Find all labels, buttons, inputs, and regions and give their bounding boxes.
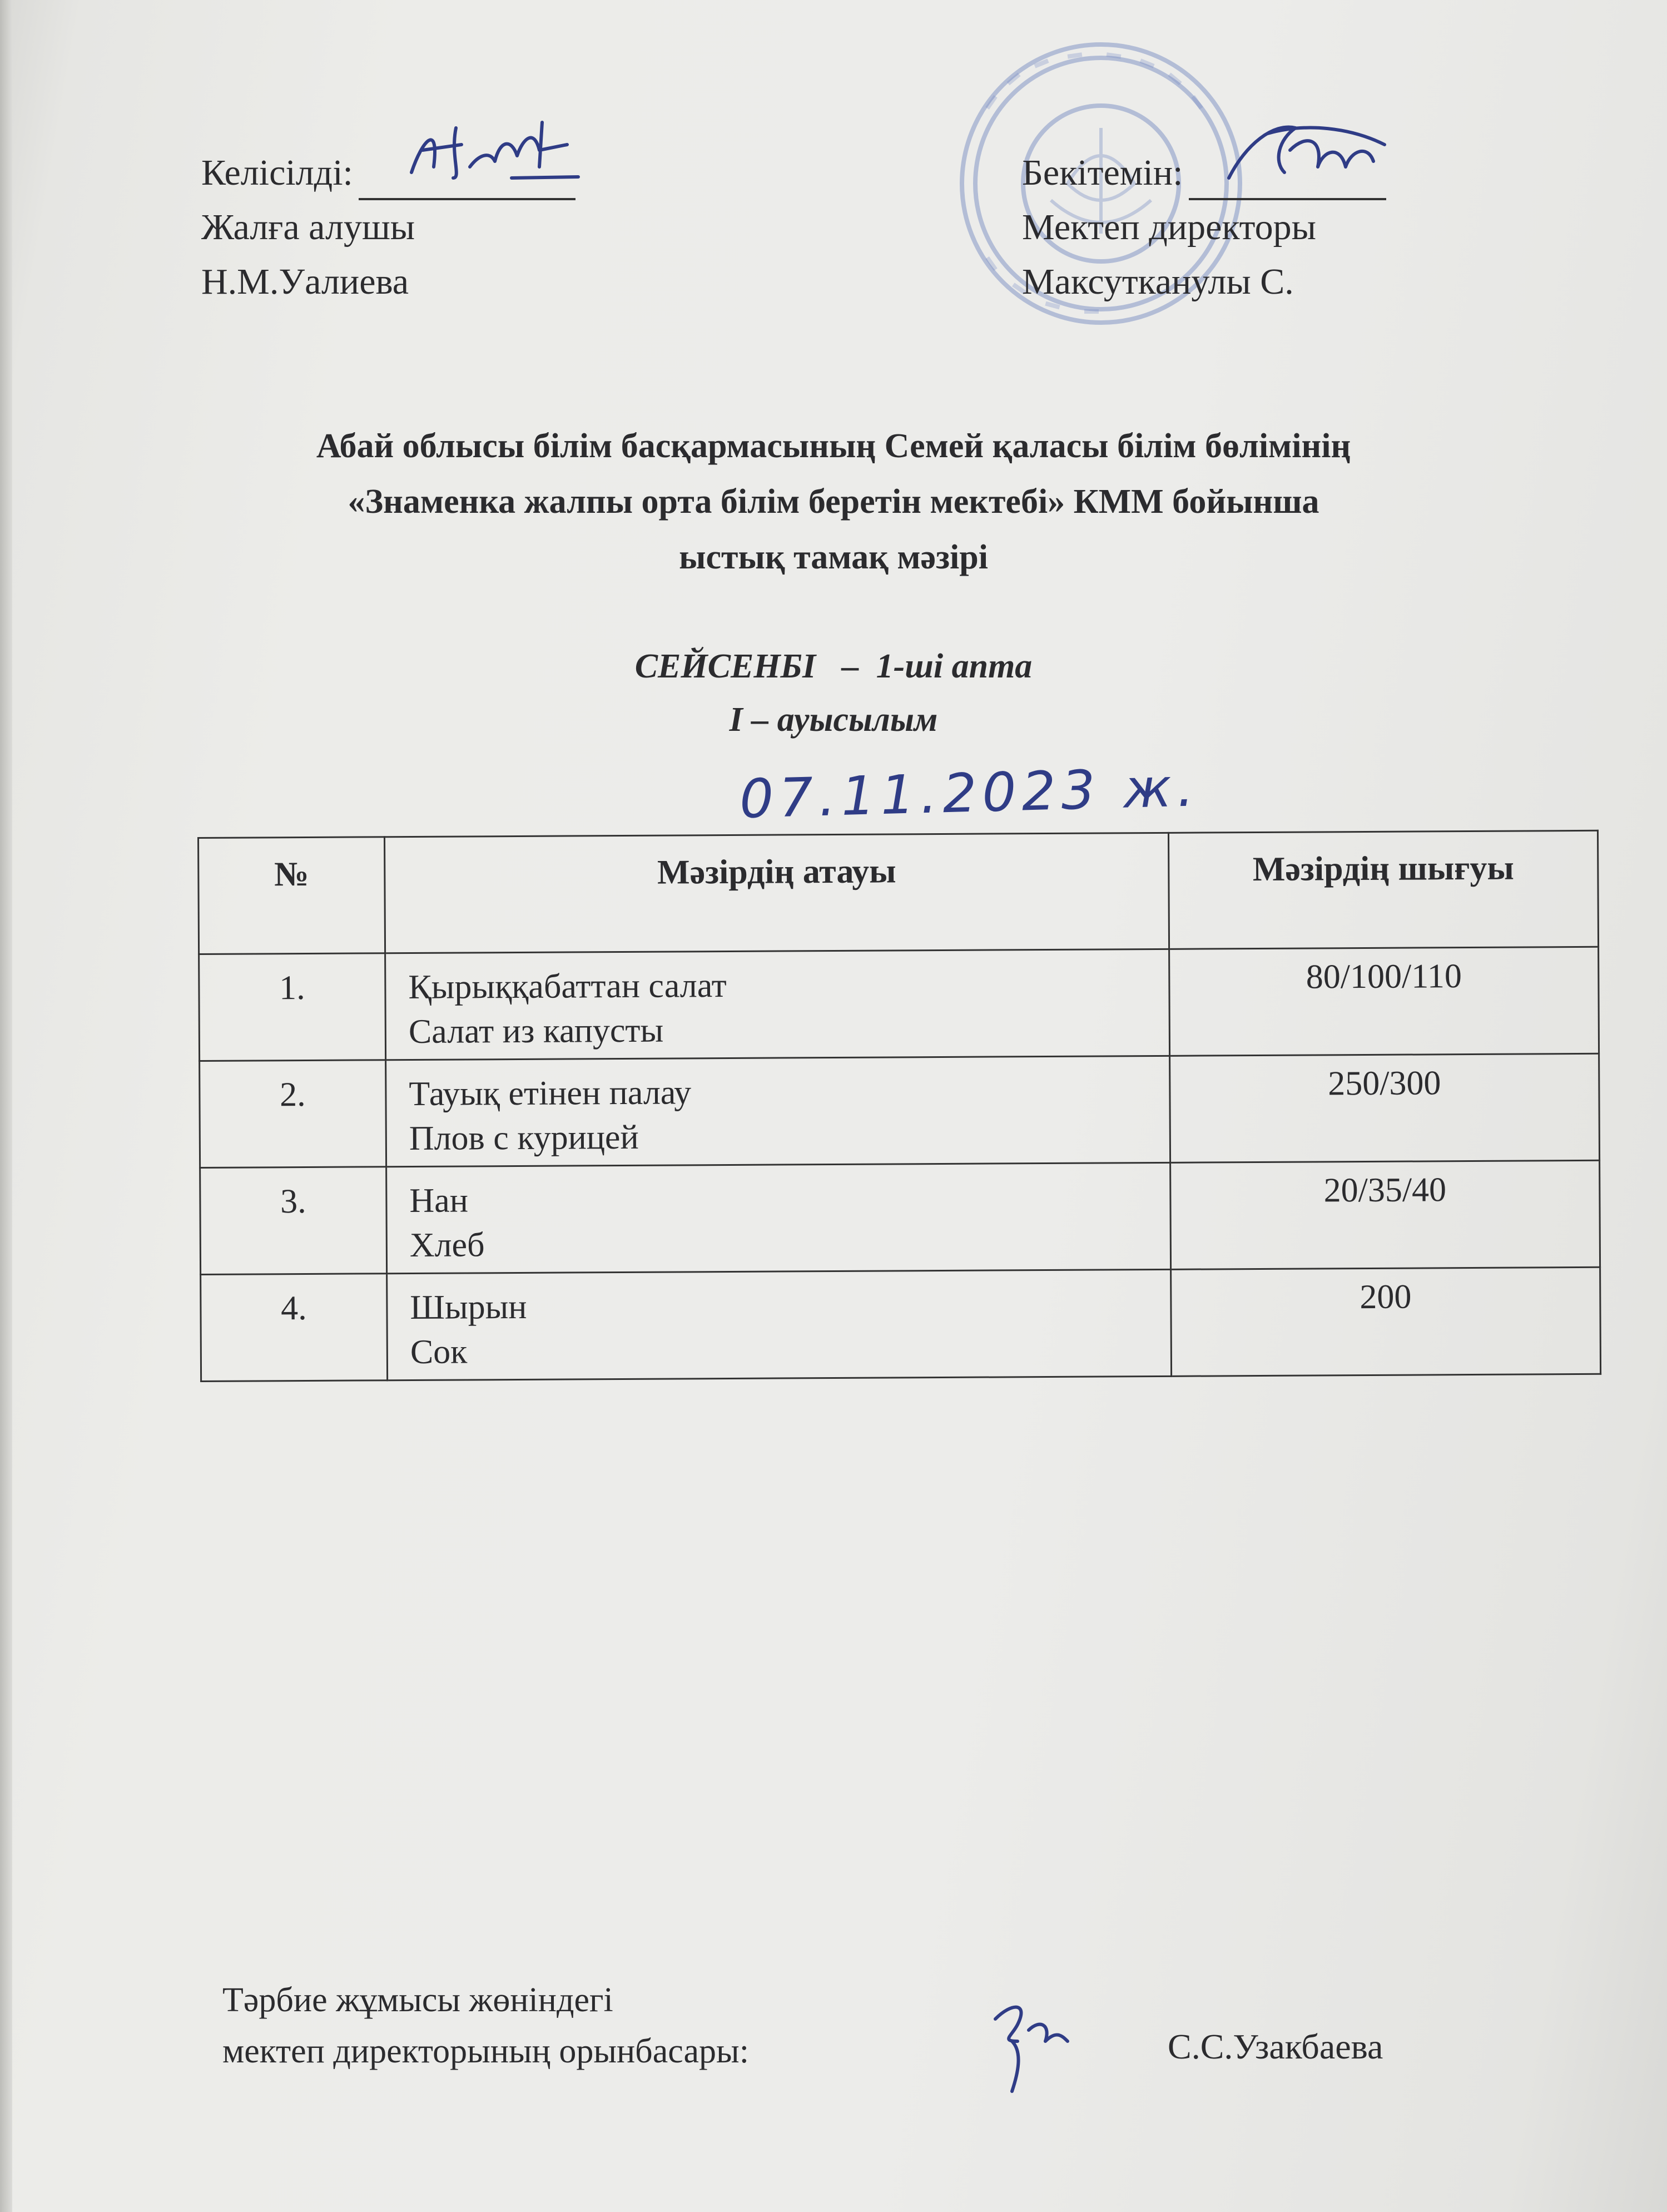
row-number: 1.	[199, 953, 386, 1061]
dish-name-kz: Шырын	[410, 1288, 527, 1327]
dish-name	[385, 949, 1170, 1060]
table-row	[199, 947, 1599, 1061]
deputy-title-line-2: мектеп директорының орынбасары:	[222, 2032, 749, 2070]
header-menu-name: Мәзірдің атауы	[385, 833, 1169, 953]
dish-output: 200	[1171, 1267, 1601, 1376]
row-number: 2.	[200, 1060, 386, 1168]
day-heading	[0, 640, 1667, 746]
dish-name-ru: Плов с курицей	[409, 1118, 639, 1158]
header-menu-output: Мәзірдің шығуы	[1168, 830, 1598, 949]
table-row	[201, 1267, 1601, 1381]
tenant-role: Жалға алушы	[201, 207, 415, 248]
tenant-name: Н.М.Уалиева	[201, 261, 409, 302]
signature-footer	[979, 1980, 1079, 2102]
title-line-1: Абай облысы білім басқармасының Семей қаласы білім бөлімінің	[316, 427, 1351, 465]
dish-output: 250/300	[1170, 1053, 1600, 1162]
dish-name-ru: Салат из капусты	[408, 1011, 664, 1051]
row-number: 3.	[200, 1167, 387, 1275]
dish-name	[386, 1056, 1170, 1166]
menu-table	[197, 830, 1601, 1382]
title-line-2: «Знаменка жалпы орта білім беретін мектебі» КММ бойынша	[348, 483, 1319, 521]
handwritten-date: 07.11.2023 ж.	[738, 756, 1200, 830]
row-number: 4.	[201, 1274, 388, 1382]
signature-left	[400, 106, 601, 200]
dish-name-ru: Хлеб	[409, 1226, 485, 1265]
table-row	[200, 1053, 1600, 1167]
header-number: №	[199, 837, 385, 954]
footer-signature-block	[222, 1975, 749, 2077]
day-week: СЕЙСЕНБІ – 1-ші апта	[634, 647, 1033, 685]
document-title	[0, 418, 1667, 585]
approve-label: Бекітемін:	[1022, 152, 1183, 193]
dish-output: 20/35/40	[1170, 1160, 1600, 1269]
dish-name	[387, 1269, 1172, 1380]
table-header-row	[199, 830, 1599, 954]
dish-name-kz: Нан	[409, 1181, 469, 1220]
dish-output: 80/100/110	[1169, 947, 1599, 1056]
agreed-label: Келісілді:	[201, 152, 353, 193]
deputy-name: С.С.Узакбаева	[1168, 2027, 1383, 2066]
director-name: Максутканулы С.	[1022, 261, 1294, 302]
page-edge	[0, 0, 12, 2212]
table-row	[200, 1160, 1600, 1274]
dish-name-kz: Қырыққабаттан салат	[408, 967, 727, 1007]
title-line-3: ыстық тамақ мәзірі	[679, 538, 988, 576]
director-role: Мектеп директоры	[1022, 207, 1316, 248]
deputy-title-line-1: Тәрбие жұмысы жөніндегі	[222, 1981, 613, 2019]
dish-name-kz: Тауық етінен палау	[409, 1073, 692, 1114]
dish-name-ru: Сок	[410, 1333, 468, 1372]
dish-name	[386, 1162, 1171, 1273]
signature-right	[1212, 111, 1401, 200]
shift: I – ауысылым	[729, 701, 938, 739]
